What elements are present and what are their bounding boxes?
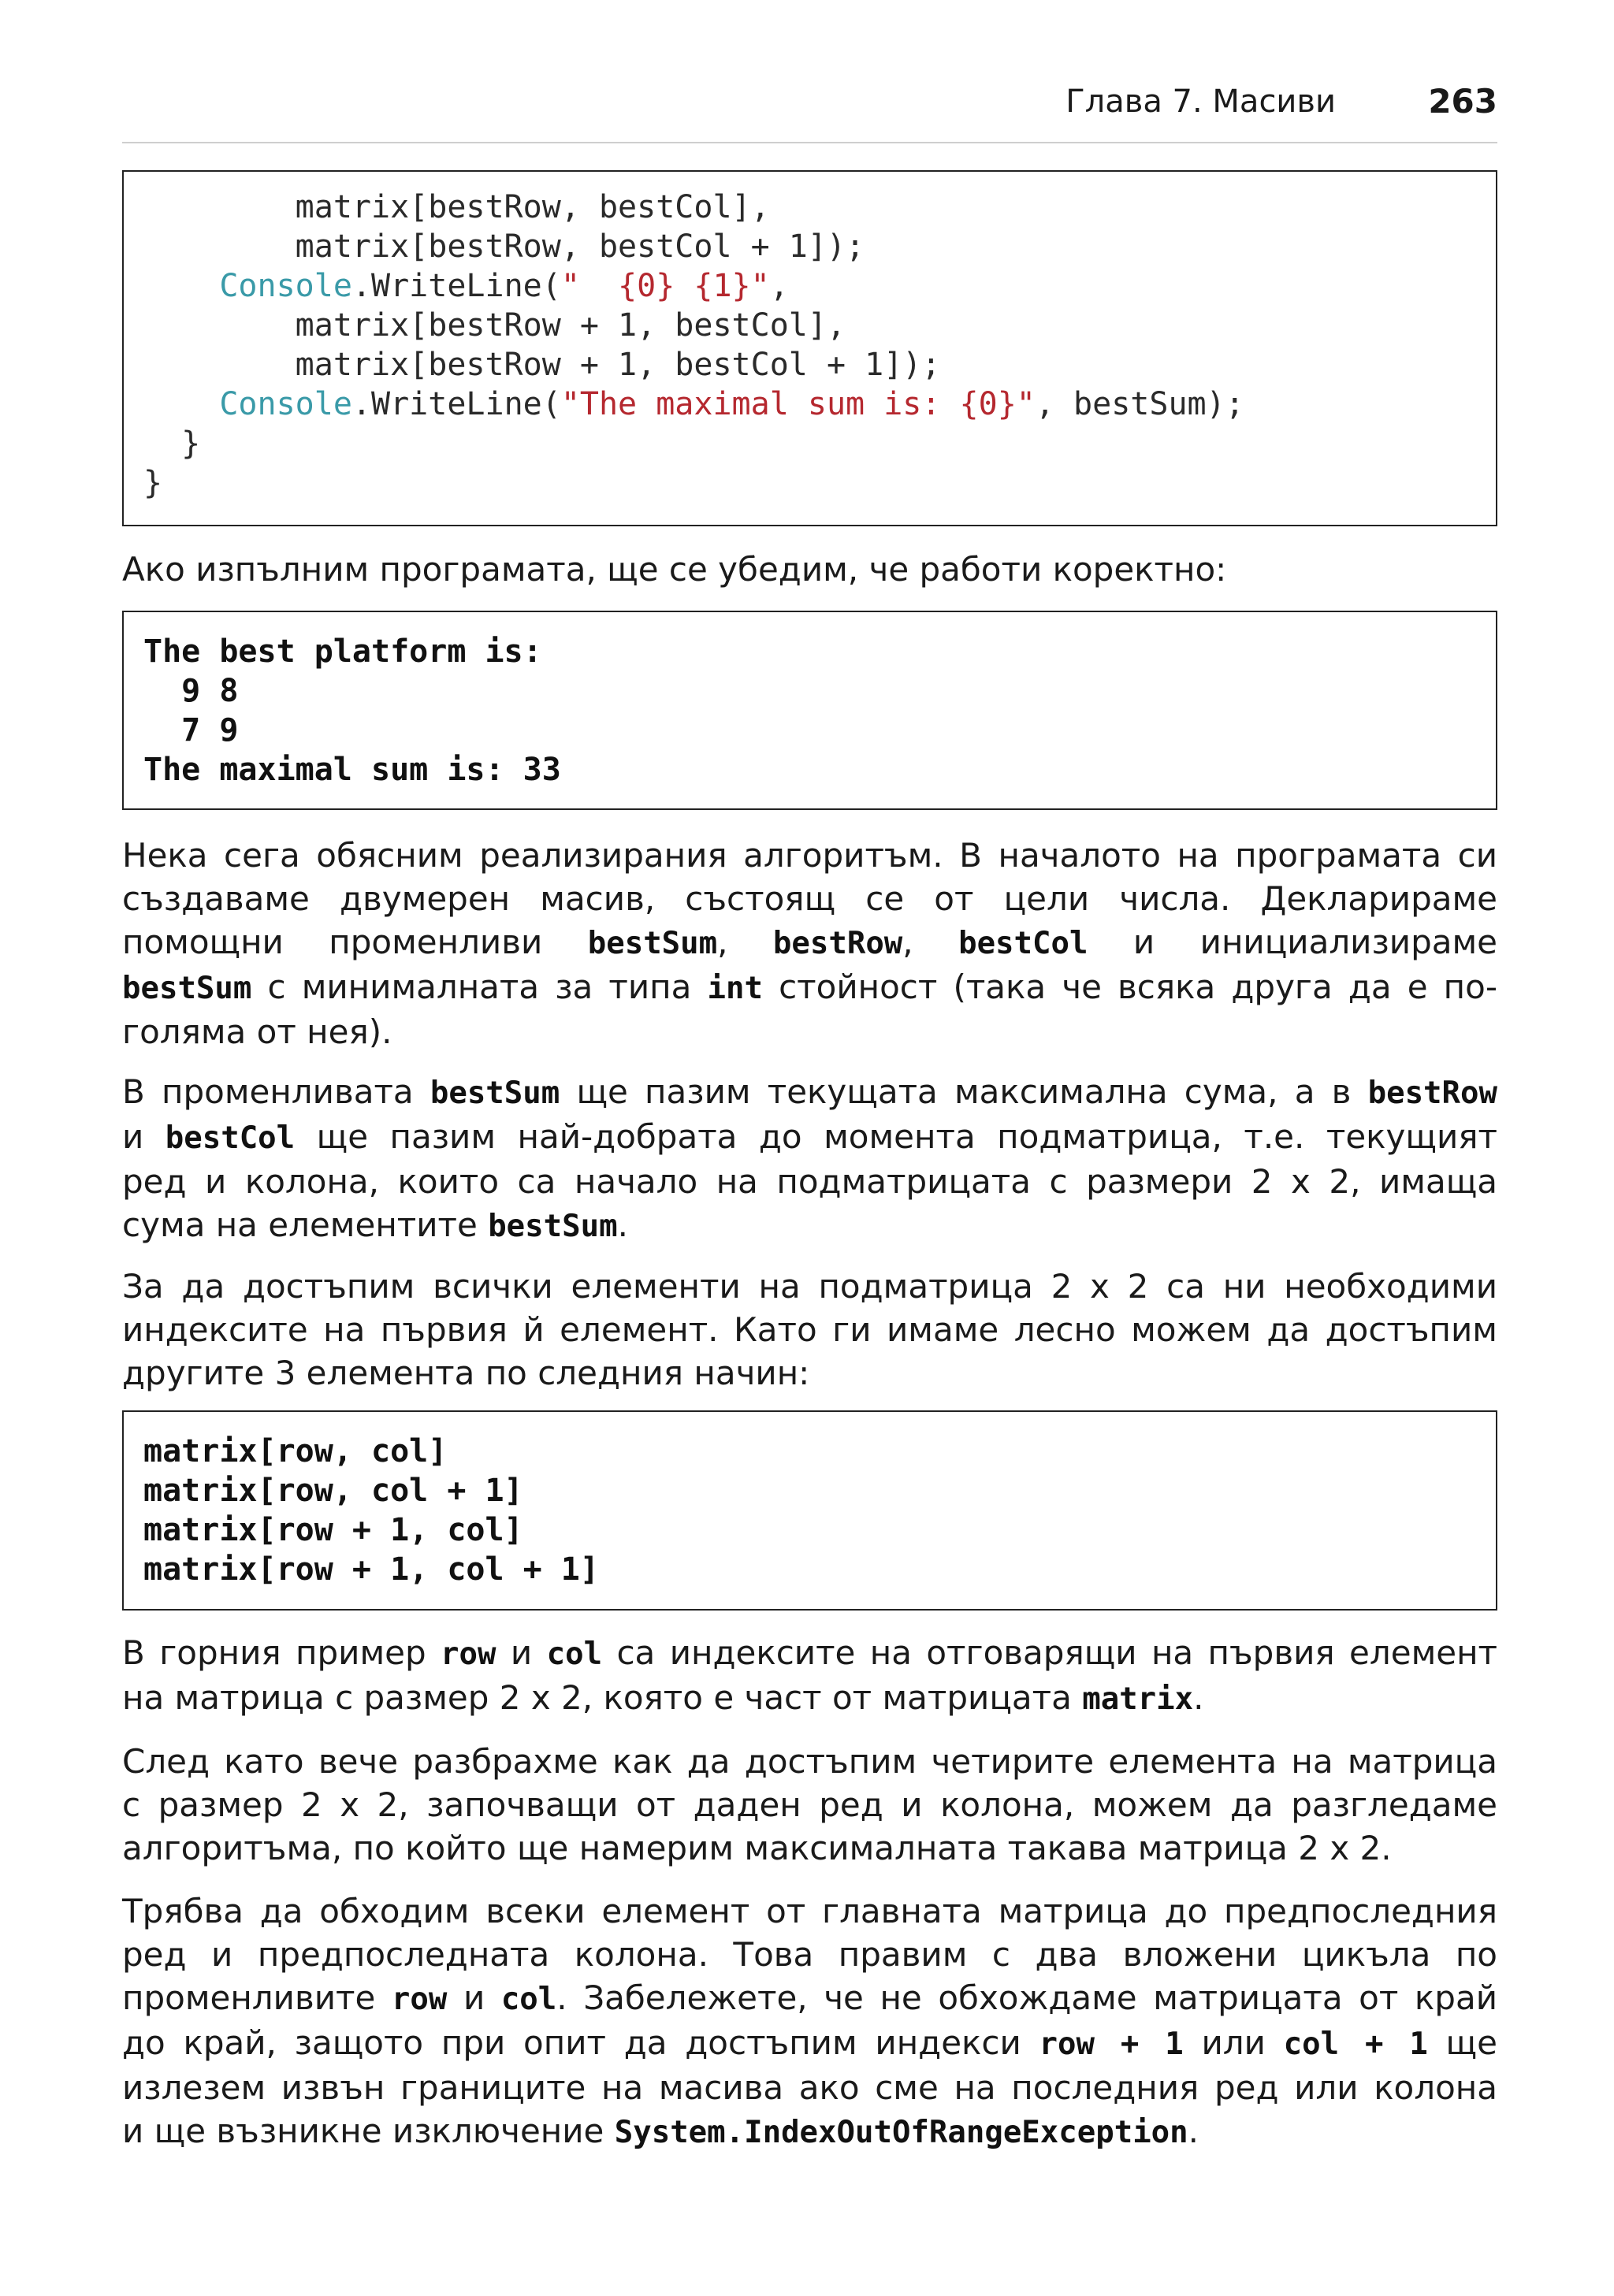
code-line: matrix[row + 1, col] (143, 1512, 523, 1548)
code-line: matrix[bestRow + 1, bestCol + 1]); (143, 347, 941, 383)
paragraph-best-sum: В променливата bestSum ще пазим текущата максимална сума, а в bestRow и bestCol ще пазим най-добрата до момента подматрица, т.е. текущият ред и колона, които са начало на подматрицата с размери 2 x 2, имаща сума на елементите bestSum. (122, 1072, 1497, 1244)
page-header (122, 79, 1497, 143)
code-line: matrix[bestRow, bestCol + 1]); (143, 228, 865, 265)
output-line: 9 8 (143, 673, 239, 709)
paragraph-algorithm-next: След като вече разбрахме как да достъпим четирите елемента на матрица с размер 2 x 2, започващи от даден ред и колона, можем да разгледаме алгоритъма, по който ще намерим максималната такава матрица 2 x 2. (122, 1742, 1497, 1867)
code-line: } (143, 425, 201, 462)
code-line: matrix[row + 1, col + 1] (143, 1551, 599, 1588)
code-line: Console.WriteLine("The maximal sum is: {0}", bestSum); (219, 386, 1244, 422)
page-number: 263 (1428, 82, 1497, 121)
code-line: Console.WriteLine(" {0} {1}", (219, 268, 789, 304)
code-line: matrix[row, col + 1] (143, 1473, 523, 1509)
output-line: The maximal sum is: 33 (143, 752, 561, 788)
code-line: matrix[bestRow, bestCol], (143, 189, 770, 225)
chapter-title: Глава 7. Масиви (1065, 84, 1336, 120)
code-block-matrix (122, 1410, 1497, 1611)
code-line: matrix[bestRow + 1, bestCol], (143, 307, 846, 344)
paragraph-access-elements: За да достъпим всички елементи на подматрица 2 x 2 са ни необходими индексите на първия й елемент. Като ги имаме лесно можем да достъпим другите 3 елемента по следния начин: (122, 1267, 1497, 1392)
code-block-top (122, 170, 1497, 526)
code-line: matrix[row, col] (143, 1433, 448, 1469)
console-output-block (122, 611, 1497, 810)
paragraph-algorithm-intro: Нека сега обясним реализирания алгоритъм. В началото на програмата си създаваме двумерен масив, състоящ се от цели числа. Декларираме помощни променливи bestSum, bestRow, bestCol и инициализираме bestSum с минималната за типа int стойност (така че всяка друга да е по- голяма от нея). (122, 836, 1498, 1051)
paragraph-example-indices: В горния пример row и col са индексите на отговарящи на първия елемент на матрица с размер 2 x 2, която е част от матрицата matrix. (122, 1633, 1498, 1717)
paragraph-run-result: Ако изпълним програмата, ще се убедим, че работи коректно: (122, 550, 1227, 589)
output-line: The best platform is: (143, 633, 542, 670)
output-line: 7 9 (143, 712, 239, 749)
code-line: } (143, 465, 163, 501)
paragraph-loop-bounds: Трябва да обходим всеки елемент от главната матрица до предпоследния ред и предпоследната колона. Това правим с два вложени цикъла по променливите row и col. Забележете, че не обхождаме матрицата от край до край, защото при опит да достъпим индекси row + 1 или col + 1 ще излезем извън границите на масива ако сме на последния ред или колона и ще възникне изключение System.IndexOutOfRangeException. (122, 1892, 1497, 2150)
